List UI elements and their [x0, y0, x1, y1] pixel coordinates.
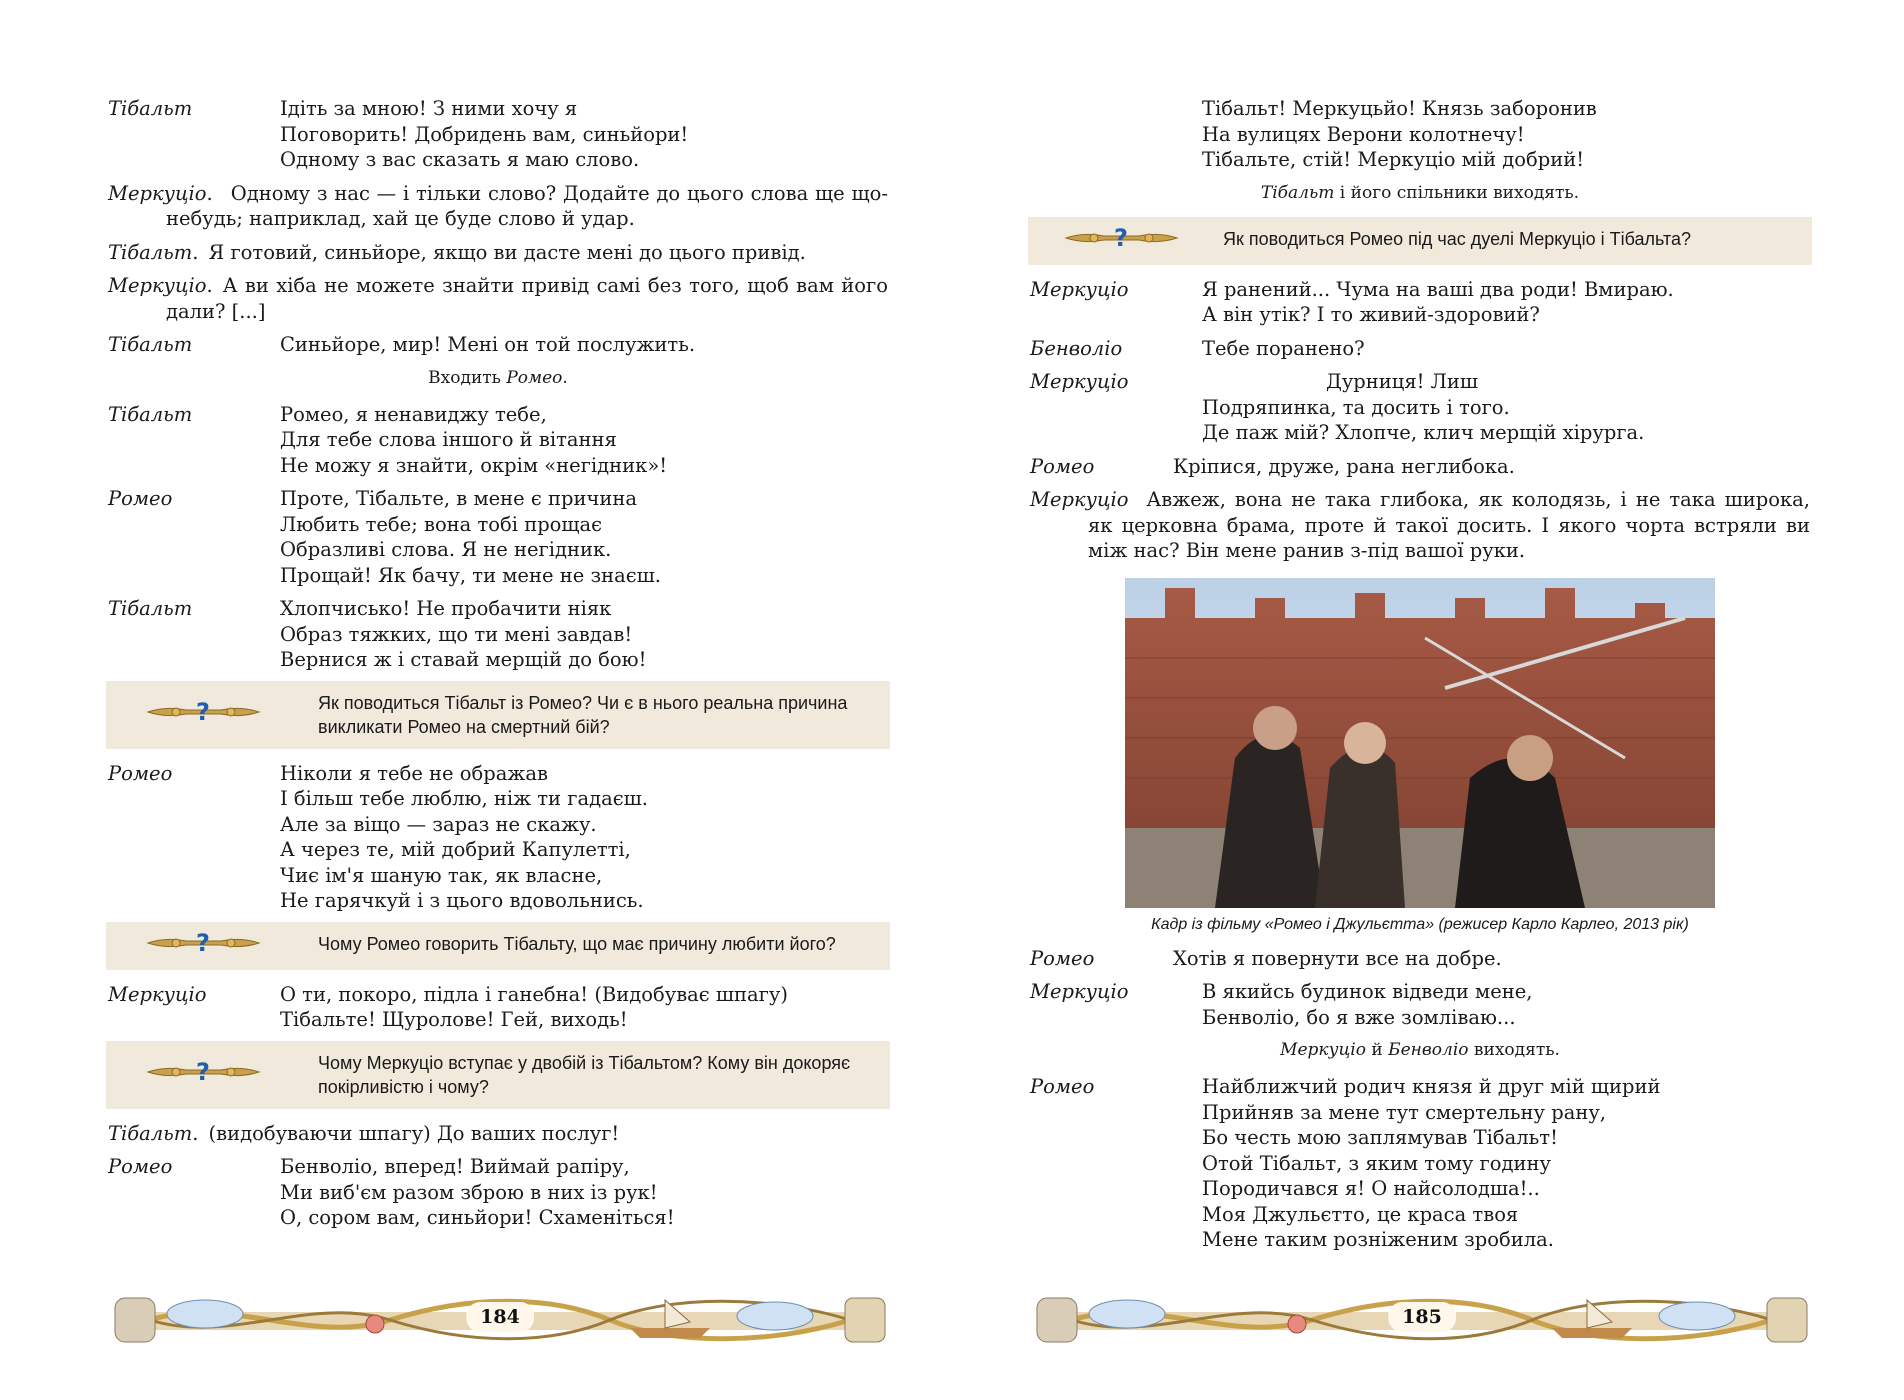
svg-text:?: ?: [196, 928, 210, 957]
dialogue-lines: Тібальт! Меркуцьйо! Князь заборонив На вулицях Верони колотнечу! Тібальте, стій! Меркуціо мій добрий!: [1202, 97, 1597, 171]
dialogue-entry: [108, 1154, 888, 1231]
speaker-name: Меркуціо: [1030, 980, 1129, 1003]
speaker-name: Ромео: [1030, 454, 1095, 478]
dialogue-entry: [108, 273, 888, 324]
dialogue-entry: [108, 96, 888, 173]
speaker-name: Ромео: [108, 1155, 173, 1178]
dialogue-entry: [1030, 336, 1810, 362]
speaker-name: Бенволіо: [1030, 336, 1123, 360]
speaker-name: Тібальт: [108, 402, 193, 426]
decorative-footer: [1032, 1290, 1812, 1350]
dialogue-entry: [1030, 96, 1810, 173]
dialogue-lines: Найближчий родич князя й друг мій щирий Прийняв за мене тут смертельну рану, Бо честь мою заплямував Тібальт! Отой Тібальт, з яким тому годину Породичався я! О найсолодша!.. Моя Джульєтто, це краса твоя Мене таким розніженим зробила.: [1202, 1075, 1661, 1251]
dialogue-entry: [108, 402, 888, 479]
dialogue-text: Авжеж, вона не така глибока, як колодязь, і не така широка, як церковна брама, проте й такої досить. І якого чорта встряли ви між нас? Він мене ранив з-під вашої руки.: [1088, 488, 1810, 562]
dialogue-entry: [108, 982, 888, 1033]
question-box: [106, 681, 890, 749]
dialogue-lines: Хотів я повернути все на добре.: [1173, 946, 1502, 970]
speaker-name: Тібальт: [108, 597, 193, 620]
speaker-name: Меркуціо: [1030, 488, 1129, 511]
page-number: 185: [1388, 1302, 1456, 1332]
dialogue-entry: [1030, 369, 1810, 446]
question-box: [106, 922, 890, 970]
question-text: Як поводиться Тібальт із Ромео? Чи є в нього реальна причина викликати Ромео на смертний бій?: [318, 692, 848, 737]
stage-direction: Меркуціо й Бенволіо виходять.: [1280, 1040, 1560, 1060]
svg-text:?: ?: [1114, 223, 1128, 252]
speaker-name: Меркуціо.: [108, 181, 213, 205]
dialogue-entry: [108, 332, 888, 358]
speaker-name: Ромео: [108, 761, 173, 785]
dialogue-lines: О ти, покоро, підла і ганебна! (Видобуває шпагу) Тібальте! Щуролове! Гей, виходь!: [280, 982, 788, 1031]
dialogue-entry: [1030, 454, 1810, 480]
dialogue-lines: Синьйоре, мир! Мені он той послужить.: [280, 333, 696, 356]
dialogue-text: Я готовий, синьйоре, якщо ви дасте мені до цього привід.: [208, 240, 806, 264]
stage-direction: Тібальт і його спільники виходять.: [1260, 182, 1580, 203]
dialogue-text: (видобуваючи шпагу) До ваших послуг!: [208, 1121, 620, 1145]
left-text-column: [108, 96, 888, 1239]
dialogue-lines: Кріпися, друже, рана неглибока.: [1173, 454, 1515, 478]
dialogue-lines: Ромео, я ненавиджу тебе, Для тебе слова іншого й вітання Не можу я знайти, окрім «негідник»!: [280, 402, 668, 477]
question-text: Чому Меркуціо вступає у двобій із Тібальтом? Кому він докоряє покірливістю і чому?: [318, 1052, 851, 1097]
dialogue-entry: [1030, 487, 1810, 564]
figure-caption: Кадр із фільму «Ромео і Джульєтта» (режисер Карло Карлео, 2013 рік): [1151, 915, 1689, 933]
dialogue-entry: [1030, 946, 1810, 972]
dialogue-entry: [108, 486, 888, 588]
dialogue-entry: [108, 596, 888, 673]
stage-direction: Входить Ромео.: [428, 367, 568, 388]
speaker-name: Тібальт.: [108, 240, 199, 264]
dialogue-entry: [1030, 277, 1810, 328]
speaker-name: Меркуціо: [1030, 277, 1129, 301]
film-still-image: [1125, 578, 1715, 908]
dialogue-lines: Бенволіо, вперед! Виймай рапіру, Ми виб'єм разом зброю в них із рук! О, сором вам, синьйори! Схаменіться!: [280, 1155, 675, 1229]
dialogue-lines: Проте, Тібальте, в мене є причина Любить тебе; вона тобі прощає Образливі слова. Я не негідник. Прощай! Як бачу, ти мене не знаєш.: [280, 487, 661, 587]
question-ornament-icon: [1064, 223, 1179, 259]
dialogue-text: А ви хіба не можете знайти привід самі без того, щоб вам його дали? [...]: [166, 274, 888, 323]
speaker-name: Ромео: [1030, 946, 1095, 970]
speaker-name: Тібальт.: [108, 1121, 199, 1145]
right-text-column: [1030, 96, 1810, 1261]
decorative-footer: [110, 1290, 890, 1350]
page-number: 184: [466, 1302, 534, 1332]
dialogue-lines: Дурниця! Лиш Подряпинка, та досить і того. Де паж мій? Хлопче, клич мерщій хірурга.: [1202, 370, 1645, 444]
right-page: [952, 0, 1904, 1400]
dialogue-text: Одному з нас — і тільки слово? Додайте до цього слова ще що-небудь; наприклад, хай це буде слово й удар.: [166, 181, 888, 230]
speaker-name: Меркуціо.: [108, 274, 213, 297]
svg-text:?: ?: [196, 697, 210, 726]
speaker-name: Ромео: [108, 487, 173, 510]
question-box: [106, 1041, 890, 1109]
speaker-name: Ромео: [1030, 1075, 1095, 1098]
question-ornament-icon: [146, 1057, 261, 1093]
dialogue-entry: [108, 761, 888, 914]
dialogue-lines: Ніколи я тебе не ображав І більш тебе люблю, ніж ти гадаєш. Але за віщо — зараз не скажу. А через те, мій добрий Капулетті, Чиє ім'я шаную так, як власне, Не гарячкуй і з цього вдовольнись.: [280, 761, 648, 912]
speaker-name: Меркуціо: [108, 982, 207, 1006]
dialogue-lines: Хлопчисько! Не пробачити ніяк Образ тяжких, що ти мені завдав! Вернися ж і ставай мерщій до бою!: [280, 597, 647, 671]
dialogue-entry: [108, 1121, 888, 1147]
dialogue-entry: [108, 240, 888, 266]
question-ornament-icon: [146, 928, 261, 964]
svg-text:?: ?: [196, 1057, 210, 1086]
question-ornament-icon: [146, 697, 261, 733]
speaker-name: Тібальт: [108, 333, 193, 356]
question-box: [1028, 217, 1812, 265]
dialogue-entry: [1030, 979, 1810, 1030]
dialogue-lines: Тебе поранено?: [1202, 336, 1365, 360]
question-text: Чому Ромео говорить Тібальту, що має причину любити його?: [318, 933, 836, 954]
question-text: Як поводиться Ромео під час дуелі Меркуціо і Тібальта?: [1223, 228, 1692, 249]
dialogue-lines: В якийсь будинок відведи мене, Бенволіо, бо я вже зомліваю...: [1202, 980, 1533, 1029]
speaker-name: Тібальт: [108, 97, 193, 120]
speaker-name: Меркуціо: [1030, 370, 1129, 393]
dialogue-entry: [108, 181, 888, 232]
dialogue-lines: Я ранений... Чума на ваші два роди! Вмираю. А він утік? І то живий-здоровий?: [1202, 277, 1674, 326]
dialogue-entry: [1030, 1074, 1810, 1253]
dialogue-lines: Ідіть за мною! З ними хочу я Поговорить! Добридень вам, синьйори! Одному з вас сказать я маю слово.: [280, 97, 689, 171]
